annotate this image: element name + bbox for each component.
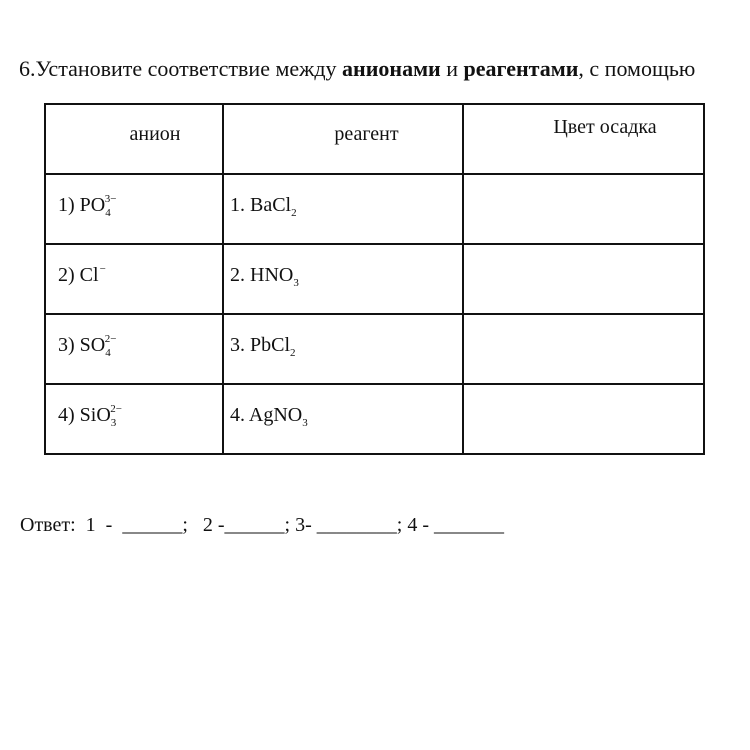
question-bold-anions: анионами <box>342 56 441 81</box>
reagent-formula: 2. HNO <box>230 264 294 286</box>
anion-charge: 3− <box>104 193 117 205</box>
table-header-row <box>45 104 704 174</box>
table-row <box>45 244 704 314</box>
question-text-start: Установите соответствие между <box>35 56 343 81</box>
anion-subscript: 4 <box>105 207 111 219</box>
question-bold-reagents: реагентами <box>463 56 579 81</box>
question-text-end: , с помощью <box>578 56 696 81</box>
matching-table <box>44 103 705 455</box>
reagent-subscript: 3 <box>293 277 299 289</box>
precipitate-color-cell[interactable] <box>463 244 704 314</box>
question-text <box>19 55 750 83</box>
reagent-cell <box>223 314 463 384</box>
reagent-formula: 3. PbCl <box>230 334 291 356</box>
reagent-subscript: 2 <box>290 347 296 359</box>
anion-subscript: 3 <box>110 417 117 429</box>
precipitate-color-cell[interactable] <box>463 384 704 454</box>
reagent-subscript: 2 <box>291 207 297 219</box>
anion-charge: 2− <box>110 403 123 415</box>
table-row <box>45 174 704 244</box>
anion-cell <box>45 244 223 314</box>
header-anion: анион <box>45 104 223 174</box>
question-text-mid: и <box>440 56 464 81</box>
anion-formula: 1) PO <box>58 194 106 216</box>
answer-line[interactable]: Ответ: 1 - ______; 2 -______; 3- ________; 4 - _______ <box>20 514 504 536</box>
reagent-cell <box>223 174 463 244</box>
anion-formula: 2) Cl <box>58 264 99 286</box>
question-number: 6. <box>19 56 36 81</box>
precipitate-color-cell[interactable] <box>463 314 704 384</box>
header-precipitate-color: Цвет осадка <box>463 104 704 174</box>
anion-cell <box>45 174 223 244</box>
reagent-cell <box>223 384 463 454</box>
header-reagent: реагент <box>223 104 463 174</box>
anion-subscript: 4 <box>105 347 111 359</box>
anion-cell <box>45 384 223 454</box>
reagent-subscript: 3 <box>302 417 308 429</box>
anion-formula: 3) SO <box>58 334 106 356</box>
anion-cell <box>45 314 223 384</box>
precipitate-color-cell[interactable] <box>463 174 704 244</box>
reagent-cell <box>223 244 463 314</box>
reagent-formula: 4. AgNO <box>230 404 303 426</box>
reagent-formula: 1. BaCl <box>230 194 292 216</box>
anion-charge: 2− <box>104 333 117 345</box>
anion-formula: 4) SiO <box>58 404 111 426</box>
table-row <box>45 384 704 454</box>
anion-charge: − <box>99 263 106 275</box>
table-row <box>45 314 704 384</box>
